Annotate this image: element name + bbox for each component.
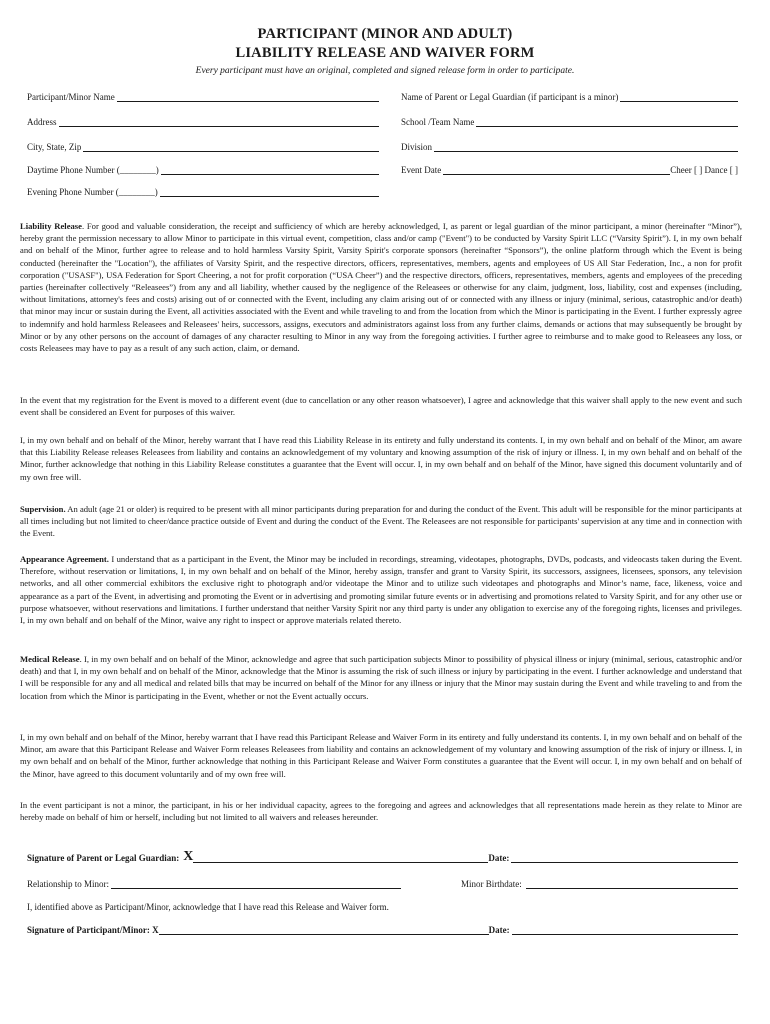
- relationship-row: [27, 879, 738, 889]
- supervision-text: An adult (age 21 or older) is required to be present with all minor participants during preparation for and during the conduct of the Event. This adult will be responsible for the minor participants at all times including but not limited to cheer/dance practice outside of Event and during the conduct of the Event. The Releasees are not responsible for participants' supervision at any time and in connection with the Event.: [20, 504, 742, 539]
- division-label: Division: [401, 142, 433, 152]
- minor-birthdate-label: Minor Birthdate:: [461, 879, 522, 889]
- moved-event-paragraph: In the event that my registration for the Event is moved to a different event (due to cancellation or any other reason whatsoever), I agree and acknowledge that this waiver shall apply to the new event and such event shall be considered an Event for purposes of this waiver.: [20, 395, 742, 418]
- division-field[interactable]: [401, 142, 738, 152]
- guardian-signature-line[interactable]: [193, 853, 488, 863]
- guardian-date-label: Date:: [488, 853, 510, 863]
- guardian-signature-x: X: [183, 849, 194, 864]
- form-title-line1: PARTICIPANT (MINOR AND ADULT): [257, 26, 513, 42]
- address-field[interactable]: [27, 117, 379, 127]
- medical-release-text: . I, in my own behalf and on behalf of the Minor, acknowledge and agree that such participation subjects Minor to possibility of physical illness or injury (minimal, serious, catastrophic and/or death) and that I, in my own behalf and on behalf of the Minor, acknowledge that the Minor is assuming the risk of such illness or injury by participating in the event. I further acknowledge and understand that I will be responsible for any and all medical and related bills that may be incurred on behalf of the Minor for any illness or injury that the Minor may sustain during the Event and while traveling to and from the location from which the Minor is participating in the Event, whether or not the Event actually occurs.: [20, 654, 742, 701]
- guardian-signature-label: Signature of Parent or Legal Guardian:: [27, 853, 180, 863]
- parent-name-line[interactable]: [620, 92, 738, 102]
- participant-signature-line[interactable]: [159, 925, 489, 935]
- ack-row: [27, 902, 738, 912]
- form-title-line2: LIABILITY RELEASE AND WAIVER FORM: [235, 45, 535, 61]
- evening-phone-field[interactable]: [27, 187, 379, 197]
- daytime-phone-label: Daytime Phone Number (________): [27, 165, 159, 175]
- relationship-label: Relationship to Minor:: [27, 879, 109, 889]
- cheer-dance-checkboxes[interactable]: Cheer [ ] Dance [ ]: [670, 165, 738, 175]
- participant-signature-label: Signature of Participant/Minor: X: [27, 925, 159, 935]
- school-team-field[interactable]: [401, 117, 738, 127]
- evening-phone-line[interactable]: [160, 187, 379, 197]
- liability-warrant-paragraph: I, in my own behalf and on behalf of the Minor, hereby warrant that I have read this Liability Release in its entirety and fully understand its contents. I, in my own behalf and on behalf of the Minor, am aware that this Liability Release releases Releasees from liability and contains an acknowledgement of my voluntary and knowing assumption of the risk of injury or illness. I, in my own behalf and on behalf of the Minor, further acknowledge that nothing in this Liability Release constitutes a guarantee that the Event will occur. I, in my own behalf and on behalf of the Minor, have signed this document voluntarily and of my own free will.: [20, 435, 742, 482]
- liability-release-text: . For good and valuable consideration, the receipt and sufficiency of which are hereby acknowledged, I, as parent or legal guardian of the minor participant, a minor (hereinafter “Minor”), hereby grant the permission necessary to allow Minor to participate in this virtual event, competition, class and/or camp ("Event") to be conducted by Varsity Spirit LLC (“Varsity Spirit”). I, in my own behalf and on behalf of the Minor, further agree to release and to hold harmless Varsity Spirit, Varsity Spirit's corporate sponsors (hereinafter “Sponsors”), the online platform through which the Event is being conducted (hereinafter the "Location"), the affiliates of Varsity Spirit, and the respective directors, officers, representatives, members, agents and employees of US All Star Federation, Inc., a non for profit corporation ("USASF"), USA Federation for Sport Cheering, a not for profit corporation (“USA Cheer”) and the respective directors, officers, representatives, members, agents and employees of the preceding parties (hereinafter collectively “Releasees”) from any and all liability, whether caused by the negligence of the Releasees or otherwise for any claim, judgment, loss, liability, cost and expenses (including, without limitations, attorney's fees and costs) arising out of or connected with the Event, including any claim arising out of or connected with any illness or injury (minimal, serious, catastrophic and/or death) that minor may incur or sustain during the Event, all activities associated with the Event and while traveling to and from the location from which the Minor is participating in the Event. I further expressly agree to indemnify and hold harmless Releasees and Releasees' heirs, successors, assigns, executors and administrators against loss from any further claims, demands or actions that may subsequently be brought by Minor or by any other persons on the account of damages of any character resulting to Minor in any way from the foregoing activities. I further agree to reimburse and to make good to Releasees any loss, or costs Releasees may have to pay as a result of any such action, claim, or demand.: [20, 221, 742, 354]
- participant-ack-text: I, identified above as Participant/Minor, acknowledge that I have read this Release and Waiver form.: [27, 902, 389, 912]
- supervision-heading: Supervision.: [20, 504, 66, 514]
- city-state-zip-field[interactable]: [27, 142, 379, 152]
- appearance-agreement-paragraph: [20, 553, 742, 626]
- appearance-agreement-heading: Appearance Agreement.: [20, 554, 109, 564]
- medical-release-heading: Medical Release: [20, 654, 80, 664]
- event-date-label: Event Date: [401, 165, 442, 175]
- participant-name-field[interactable]: [27, 92, 379, 102]
- liability-release-paragraph: [20, 220, 742, 354]
- address-label: Address: [27, 117, 57, 127]
- school-team-label: School /Team Name: [401, 117, 475, 127]
- release-warrant-paragraph: I, in my own behalf and on behalf of the Minor, hereby warrant that I have read this Participant Release and Waiver Form in its entirety and fully understand its contents. I, in my own behalf and on behalf of the Minor, am aware that this Participant Release and Waiver Form releases Releasees from liability and contains an acknowledgement of my voluntary and knowing assumption of the risk of injury or illness. I, in my own behalf and on behalf of the Minor, further acknowledge that nothing in this Participant Release and Waiver Form constitutes a guarantee that the Event will occur. I, in my own behalf and on behalf of the Minor, have agreed to this document voluntarily and of my own free will.: [20, 732, 742, 779]
- adult-participant-paragraph: In the event participant is not a minor, the participant, in his or her individual capacity, agrees to the foregoing and agrees and acknowledges that all representations made herein as they relate to Minor are hereby made on behalf of him or herself, including but not limited to all waivers and releases hereunder.: [20, 800, 742, 823]
- address-line[interactable]: [59, 117, 380, 127]
- participant-date-line[interactable]: [512, 925, 738, 935]
- school-team-line[interactable]: [476, 117, 738, 127]
- division-line[interactable]: [434, 142, 738, 152]
- parent-name-field[interactable]: [401, 92, 738, 102]
- participant-signature-row: [27, 925, 738, 935]
- medical-release-paragraph: [20, 653, 742, 702]
- form-subtitle: Every participant must have an original, completed and signed release form in order to participate.: [195, 66, 575, 76]
- relationship-line[interactable]: [111, 879, 401, 889]
- daytime-phone-line[interactable]: [161, 165, 379, 175]
- guardian-signature-row: [27, 851, 738, 863]
- participant-name-line[interactable]: [117, 92, 379, 102]
- parent-name-label: Name of Parent or Legal Guardian (if participant is a minor): [401, 92, 619, 102]
- event-date-field[interactable]: [401, 165, 738, 175]
- city-state-zip-line[interactable]: [83, 142, 379, 152]
- evening-phone-label: Evening Phone Number (________): [27, 187, 158, 197]
- event-date-line[interactable]: [443, 165, 670, 175]
- liability-release-heading: Liability Release: [20, 221, 82, 231]
- supervision-paragraph: [20, 503, 742, 540]
- minor-birthdate-line[interactable]: [526, 879, 738, 889]
- participant-name-label: Participant/Minor Name: [27, 92, 115, 102]
- participant-date-label: Date:: [488, 925, 510, 935]
- guardian-date-line[interactable]: [511, 853, 738, 863]
- daytime-phone-field[interactable]: [27, 165, 379, 175]
- appearance-agreement-text: I understand that as a participant in the Event, the Minor may be included in recordings, streaming, videotapes, photographs, DVDs, podcasts, and videocasts taken during the Event. Therefore, without reservation or limitations, I, in my own behalf and on behalf of the Minor, hereby assign, transfer and grant to Varsity Spirit, its successors, assignees, licensees, sponsors, any television networks, and all other commercial exhibitors the exclusive right to photograph and/or videotape the Minor and to utilize such videotapes and photographs and Minor’s name, face, likeness, voice and appearance as a part of the Event, in advertising and promoting the Event or in advertising and promoting similar future events or in advertising and promotions related to Varsity Spirit, and for any other use or purpose whatsoever, without reservations and limitations. I further understand that neither Varsity Spirit nor any third party is under any obligation to exercise any of the foregoing rights, licenses and privileges. I, in my own behalf and on behalf of the Minor, waive any right to inspect or approve materials related thereto.: [20, 554, 742, 626]
- city-state-zip-label: City, State, Zip: [27, 142, 82, 152]
